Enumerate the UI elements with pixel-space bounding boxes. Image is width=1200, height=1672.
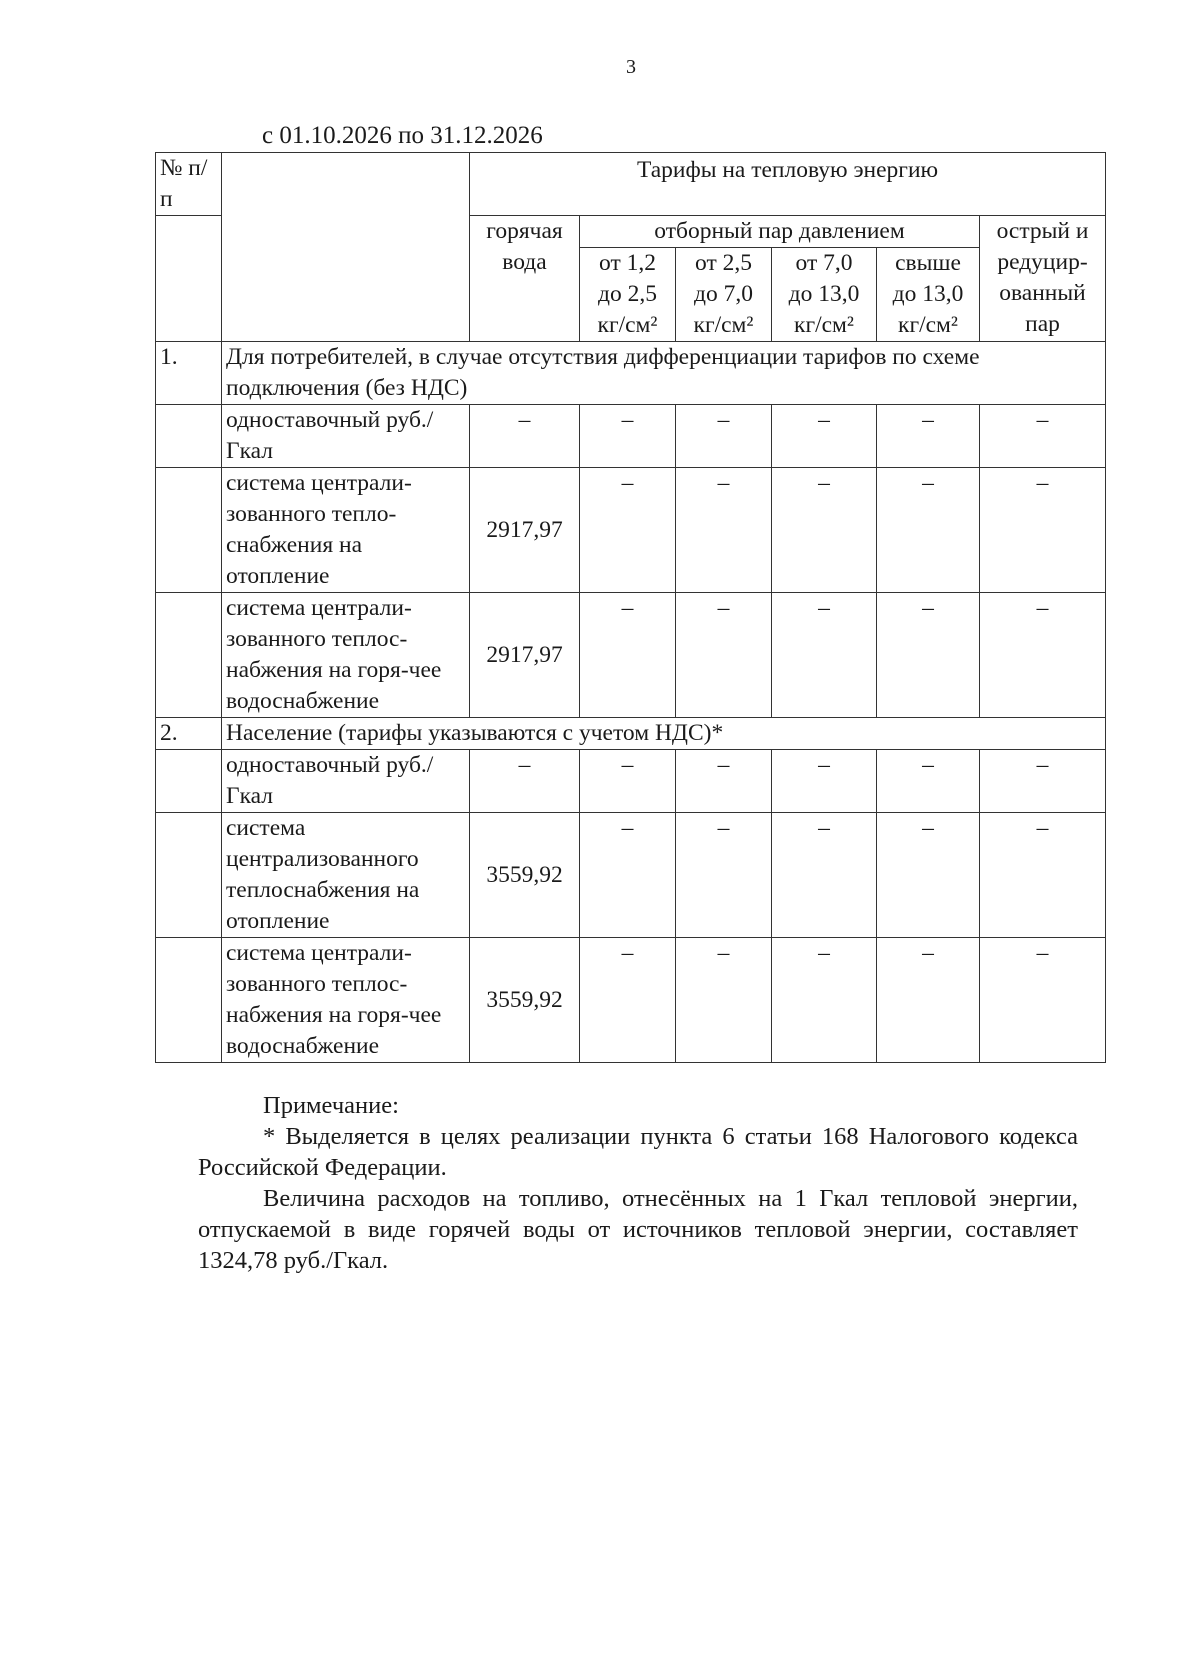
row-label: система централи-зованного теплос-набжения на горя-чее водоснабжение: [222, 593, 470, 718]
row-num-cell: [156, 593, 222, 718]
col3-line3: кг/см²: [794, 312, 854, 338]
row-num-cell: [156, 813, 222, 938]
col1-line3: кг/см²: [597, 312, 658, 338]
header-col4: [877, 248, 980, 342]
col2-line1: от 2,5: [695, 250, 752, 276]
cell-hot-water: –: [470, 750, 580, 813]
notes-fuel-cost: Величина расходов на топливо, отнесённых на 1 Гкал тепловой энергии, отпускаемой в виде горячей воды от источников тепловой энергии, составляет 1324,78 руб./Гкал.: [198, 1185, 1078, 1274]
section-title: Для потребителей, в случае отсутствия дифференциации тарифов по схеме подключения (без НДС): [222, 342, 1106, 405]
col4-line3: кг/см²: [898, 312, 958, 338]
cell-c2: –: [676, 813, 772, 938]
section-title: Население (тарифы указываются с учетом НДС)*: [222, 718, 1106, 750]
cell-c3: –: [772, 938, 877, 1063]
row-label: система централи-зованного тепло-снабжения на отопление: [222, 468, 470, 593]
notes: [198, 1090, 1078, 1276]
col2-line3: кг/см²: [693, 312, 754, 338]
header-tariffs-title: Тарифы на тепловую энергию: [470, 153, 1106, 216]
cell-c1: –: [580, 750, 676, 813]
cell-hot-water: 3559,92: [470, 813, 580, 938]
header-row-1: [156, 153, 1106, 216]
header-col1: [580, 248, 676, 342]
row-num-cell: [156, 750, 222, 813]
notes-footnote: * Выделяется в целях реализации пункта 6 статьи 168 Налогового кодекса Российской Федерации.: [198, 1123, 1078, 1181]
header-hot-water: горячая вода: [470, 216, 580, 342]
table-row: [156, 938, 1106, 1063]
page-number: 3: [626, 56, 636, 78]
notes-title: Примечание:: [263, 1092, 399, 1119]
header-num-cell: [156, 153, 222, 216]
row-label: одноставочный руб./Гкал: [222, 750, 470, 813]
cell-c1: –: [580, 405, 676, 468]
cell-c5: –: [980, 813, 1106, 938]
col1-line2: до 2,5: [598, 281, 657, 307]
header-num-blank: [156, 216, 222, 342]
cell-c1: –: [580, 593, 676, 718]
cell-c3: –: [772, 593, 877, 718]
col4-line1: свыше: [895, 250, 961, 276]
header-col2: [676, 248, 772, 342]
cell-c3: –: [772, 405, 877, 468]
cell-c1: –: [580, 468, 676, 593]
cell-c2: –: [676, 468, 772, 593]
section-num: 2.: [156, 718, 222, 750]
header-col3: [772, 248, 877, 342]
row-label: одноставочный руб./Гкал: [222, 405, 470, 468]
tariff-table: [155, 152, 1106, 1063]
header-sharp-steam: острый и редуцир-ованный пар: [980, 216, 1106, 342]
table-row: [156, 405, 1106, 468]
cell-c3: –: [772, 468, 877, 593]
cell-c4: –: [877, 405, 980, 468]
col4-line2: до 13,0: [892, 281, 964, 307]
section-num: 1.: [156, 342, 222, 405]
cell-hot-water: 2917,97: [470, 593, 580, 718]
cell-hot-water: –: [470, 405, 580, 468]
cell-c5: –: [980, 405, 1106, 468]
cell-c4: –: [877, 750, 980, 813]
cell-c5: –: [980, 468, 1106, 593]
section-row: [156, 342, 1106, 405]
cell-c4: –: [877, 938, 980, 1063]
cell-hot-water: 3559,92: [470, 938, 580, 1063]
row-num-cell: [156, 938, 222, 1063]
period-heading: с 01.10.2026 по 31.12.2026: [262, 122, 543, 149]
cell-c2: –: [676, 750, 772, 813]
cell-c4: –: [877, 813, 980, 938]
row-label: система централизованного теплоснабжения на отопление: [222, 813, 470, 938]
cell-c5: –: [980, 750, 1106, 813]
cell-c5: –: [980, 938, 1106, 1063]
row-num-cell: [156, 468, 222, 593]
cell-c2: –: [676, 938, 772, 1063]
cell-c5: –: [980, 593, 1106, 718]
row-label: система централи-зованного теплос-набжения на горя-чее водоснабжение: [222, 938, 470, 1063]
col3-line2: до 13,0: [788, 281, 860, 307]
header-num: № п/п: [160, 155, 208, 212]
col3-line1: от 7,0: [795, 250, 853, 276]
section-row: [156, 718, 1106, 750]
cell-c3: –: [772, 750, 877, 813]
col2-line2: до 7,0: [694, 281, 753, 307]
header-steam-group: отборный пар давлением: [580, 216, 980, 248]
cell-c3: –: [772, 813, 877, 938]
cell-c4: –: [877, 593, 980, 718]
cell-c4: –: [877, 468, 980, 593]
cell-c2: –: [676, 405, 772, 468]
cell-hot-water: 2917,97: [470, 468, 580, 593]
table-row: [156, 593, 1106, 718]
row-num-cell: [156, 405, 222, 468]
cell-c2: –: [676, 593, 772, 718]
cell-c1: –: [580, 813, 676, 938]
header-empty-cell: [222, 153, 470, 342]
table-row: [156, 750, 1106, 813]
table-row: [156, 468, 1106, 593]
col1-line1: от 1,2: [599, 250, 656, 276]
table-row: [156, 813, 1106, 938]
cell-c1: –: [580, 938, 676, 1063]
